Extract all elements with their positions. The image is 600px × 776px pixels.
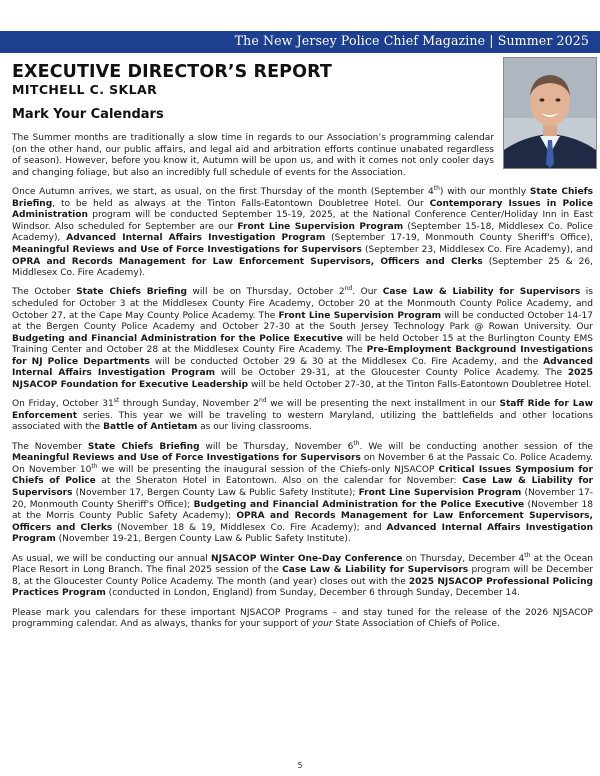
paragraph-1: The Summer months are traditionally a slow time in regards to our Association’s programming calendar (on the other hand, our public affairs, and legal aid and arbitration efforts continue unabated regardless of season). However, before you know it, Autumn will be upon us, and with it comes not only cooler days and changing foliage, but also an incredibly full schedule of events for the Association. — [12, 133, 494, 178]
page-number: 5 — [297, 761, 303, 770]
magazine-banner — [0, 0, 600, 53]
paragraph-7: Please mark you calendars for these important NJSACOP Programs – and stay tuned for the release of the 2026 NJSACOP programming calendar. And as always, thanks for your support of your State Association of Chiefs of Police. — [12, 607, 593, 630]
article-body — [12, 133, 600, 638]
article-author: MITCHELL C. SKLAR — [12, 82, 158, 97]
paragraph-2: Once Autumn arrives, we start, as usual, on the first Thursday of the month (September 4th) with our monthly State Chiefs Briefing, to be held as always at the Tinton Falls-Eatontown Doubletree Hotel. Our Contemporary Issues in Police Administration program will be conducted September 15-19, 2025, at the National Conference Center/Holiday Inn in East Windsor. Also scheduled for September are our Front Line Supervision Program (September 15-18, Middlesex Co. Police Academy), Advanced Internal Affairs Investigation Program (September 17-19, Monmouth County Sheriff's Office), Meaningful Reviews and Use of Force Investigations for Supervisors (September 23, Middlesex Co. Fire Academy), and OPRA and Records Management for Law Enforcement Supervisors, Officers and Clerks (September 25 & 26, Middlesex Co. Fire Academy). — [12, 184, 593, 279]
article-title: EXECUTIVE DIRECTOR’S REPORT — [12, 62, 332, 82]
banner-bar — [0, 31, 600, 53]
magazine-line: The New Jersey Police Chief Magazine | Summer 2025 — [234, 33, 589, 48]
paragraph-5: The November State Chiefs Briefing will be Thursday, November 6th. We will be conducting another session of the Meaningful Reviews and Use of Force Investigations for Supervisors on November 6 at the Passaic Co. Police Academy. On November 10th we will be presenting the inaugural session of the Chiefs-only NJSACOP Critical Issues Symposium for Chiefs of Police at the Sheraton Hotel in Eatontown. Also on the calendar for November: Case Law & Liability for Supervisors (November 17, Bergen County Law & Public Safety Institute); Front Line Supervision Program (November 17-20, Monmouth County Sheriff's Office); Budgeting and Financial Administration for the Police Executive (November 18 at the Morris County Public Safety Academy); OPRA and Records Management for Law Enforcement Supervisors, Officers and Clerks (November 18 & 19, Middlesex Co. Fire Academy); and Advanced Internal Affairs Investigation Program (November 19-21, Bergen County Law & Public Safety Institute). — [12, 439, 594, 545]
paragraph-4: On Friday, October 31st through Sunday, November 2nd we will be presenting the next installment in our Staff Ride for Law Enforcement series. This year we will be traveling to western Maryland, utilizing the battlefields and other locations associated with the Battle of Antietam as our living classrooms. — [12, 397, 593, 433]
paragraph-3: The October State Chiefs Briefing will be on Thursday, October 2nd. Our Case Law & Liability for Supervisors is scheduled for October 3 at the Middlesex County Fire Academy, October 20 at the Monmouth County Police Academy, and October 27, at the Cape May County Police Academy. The Front Line Supervision Program will be conducted October 14-17 at the Bergen County Police Academy and October 27-30 at the South Jersey Technology Park @ Rowan University. Our Budgeting and Financial Administration for the Police Executive will be held October 15 at the Burlington County EMS Training Center and October 28 at the Middlesex County Fire Academy. The Pre-Employment Background Investigations for NJ Police Departments will be conducted October 29 & 30 at the Middlesex Co. Fire Academy, and the Advanced Internal Affairs Investigation Program will be October 29-31, at the Gloucester County Police Academy. The 2025 NJSACOP Foundation for Executive Leadership will be held October 27-30, at the Tinton Falls-Eatontown Doubletree Hotel. — [12, 285, 593, 391]
paragraph-6: As usual, we will be conducting our annual NJSACOP Winter One-Day Conference on Thursday, December 4th at the Ocean Place Resort in Long Branch. The final 2025 session of the Case Law & Liability for Supervisors program will be December 8, at the Gloucester County Police Academy. The month (and year) closes out with the 2025 NJSACOP Professional Policing Practices Program (conducted in London, England) from Sunday, December 6 through Sunday, December 14. — [12, 551, 593, 599]
section-heading: Mark Your Calendars — [12, 107, 164, 122]
